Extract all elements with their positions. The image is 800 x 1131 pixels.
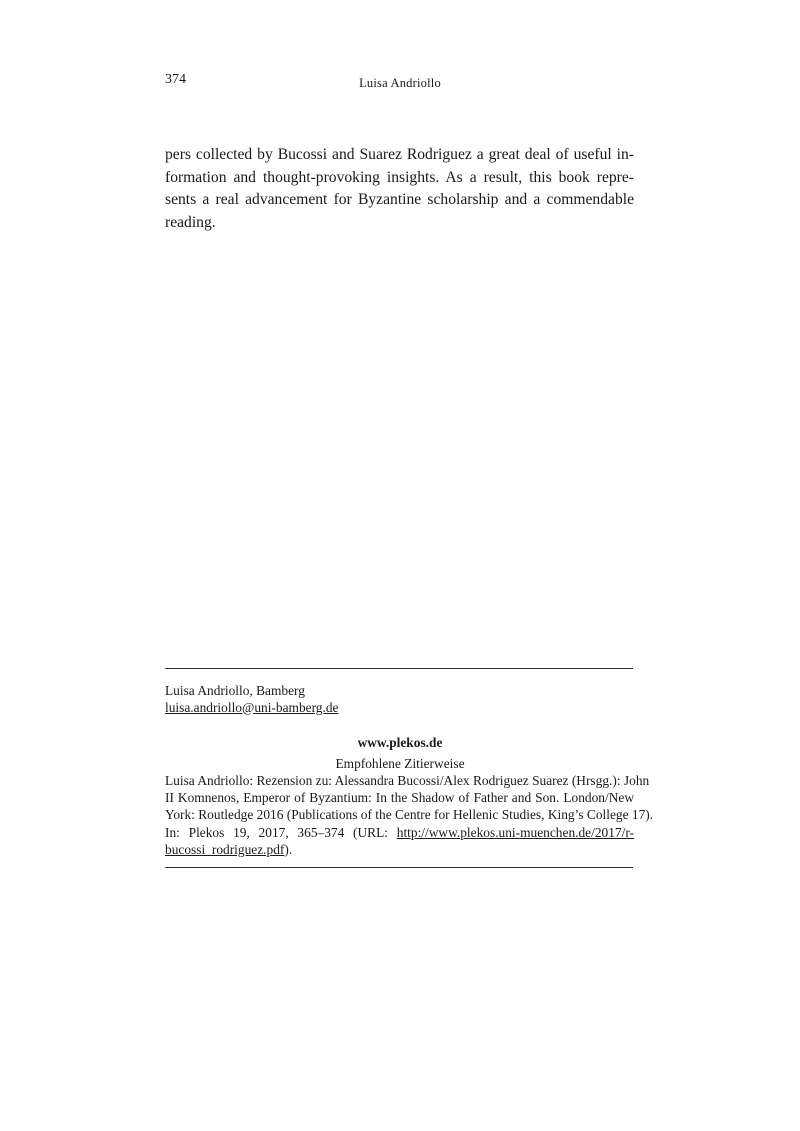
- running-head: Luisa Andriollo: [359, 76, 441, 90]
- author-name-affiliation: Luisa Andriollo, Bamberg: [165, 683, 305, 698]
- body-line: sents a real advancement for Byzantine scholarship and a commendable: [165, 191, 634, 208]
- citation-line-end: [165, 841, 634, 858]
- bottom-divider: [165, 867, 633, 868]
- citation-line-prefix: In: Plekos 19, 2017, 365–374 (URL:: [165, 824, 397, 840]
- citation-heading: Empfohlene Zitierweise: [335, 756, 465, 771]
- citation-url-link-continued[interactable]: bucossi_rodriguez.pdf: [165, 841, 285, 857]
- author-email-link[interactable]: luisa.andriollo@uni-bamberg.de: [165, 699, 339, 715]
- author-block: [165, 683, 338, 716]
- body-paragraph: [165, 144, 634, 234]
- website-label: www.plekos.de: [357, 735, 443, 750]
- citation-end-punctuation: ).: [284, 841, 293, 857]
- citation-url-link[interactable]: http://www.plekos.uni-muenchen.de/2017/r-: [396, 824, 634, 840]
- body-line: reading.: [165, 213, 216, 231]
- citation-line-with-url: [165, 824, 634, 841]
- body-line: pers collected by Bucossi and Suarez Rodriguez a great deal of useful in-: [165, 146, 634, 163]
- citation-block: [165, 772, 654, 858]
- body-line: formation and thought-provoking insights. As a result, this book repre-: [165, 168, 634, 186]
- citation-line: Luisa Andriollo: Rezension zu: Alessandra Bucossi/Alex Rodriguez Suarez (Hrsgg.): John: [165, 773, 650, 788]
- top-divider: [165, 668, 633, 669]
- citation-line: II Komnenos, Emperor of Byzantium: In the Shadow of Father and Son. London/New: [165, 790, 634, 806]
- citation-line: York: Routledge 2016 (Publications of the Centre for Hellenic Studies, King’s College 17).: [165, 807, 654, 823]
- page-number: 374: [165, 72, 186, 87]
